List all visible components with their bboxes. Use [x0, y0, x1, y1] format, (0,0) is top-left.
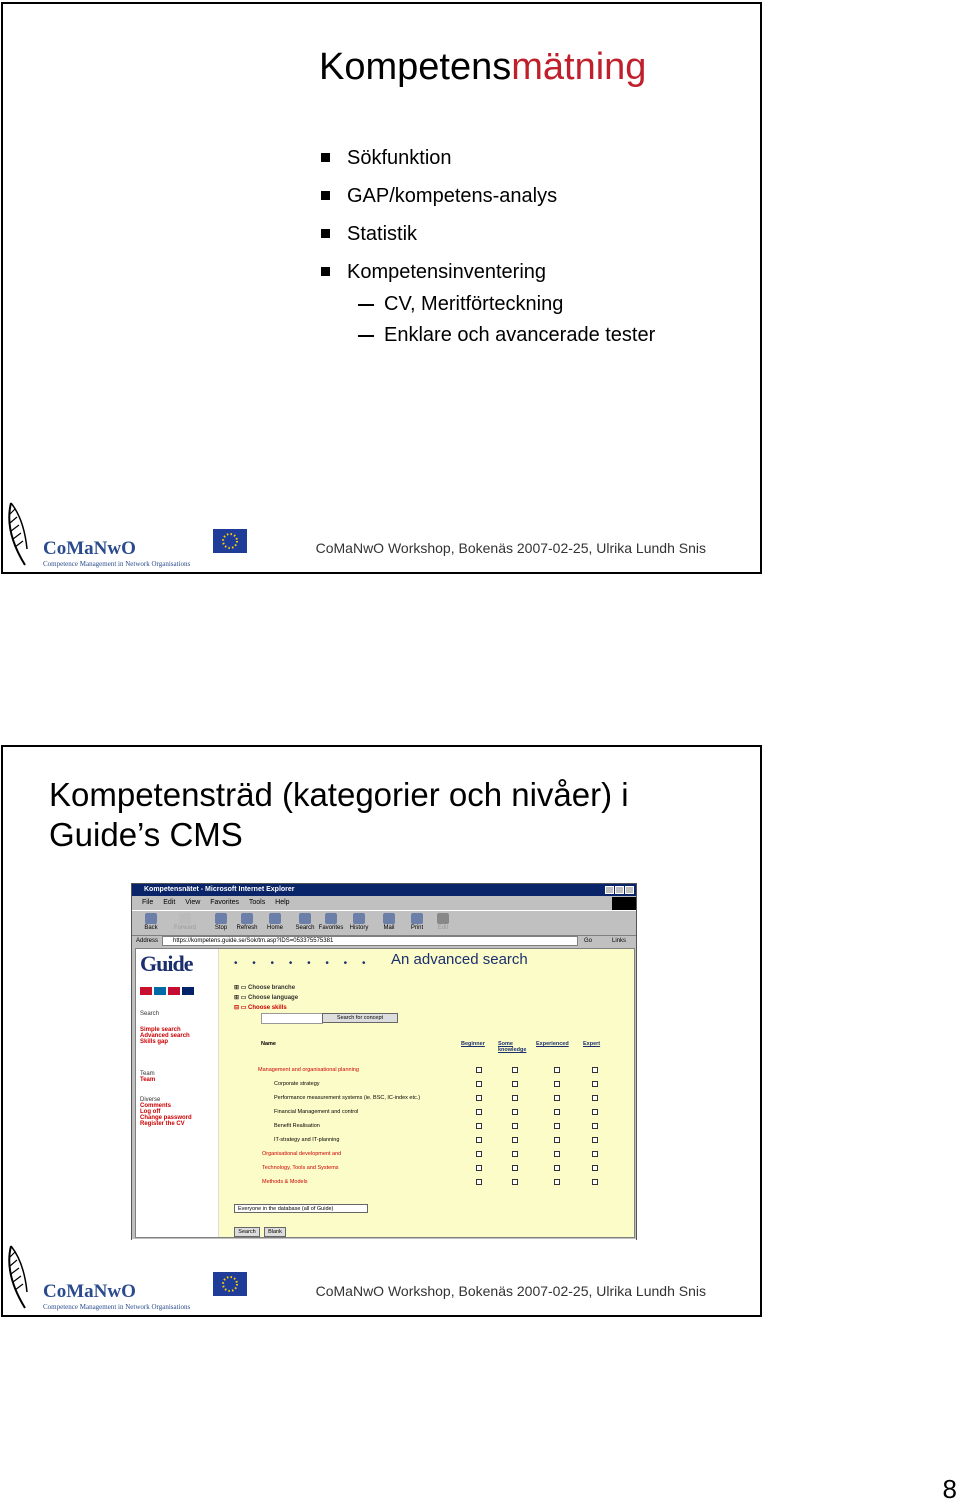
- page-number: 8: [942, 1474, 957, 1504]
- web-page: Guide Search Simple search Advanced search Skills gap Team Team Diverse Comments Log off Change password Register the CV • • • • • • • • An advanced search ⊞ ▭ Choose branche ⊞ ▭ Choose language ⊟ ▭ Choose skills Search for concept Name Beginner Some knowledge Experienced Expert Management and organisational planning Corporate strategy Performance measurement systems (ie. BSC, IC-index etc.) Financial Management and control Benefit Realisation IT-strategy and IT-planning Organisational development and Technology, Tools and Systems Methods & Models Everyone in the database (all of Guide) Search Blank: [135, 948, 635, 1238]
- feather-icon: [5, 1242, 45, 1312]
- mail-button[interactable]: Mail: [376, 913, 402, 931]
- logo-name: CoMaNwO: [43, 1281, 136, 1302]
- slide-2-title: Kompetensträd (kategorier och nivåer) i Guide’s CMS: [49, 776, 629, 853]
- decorative-dots: • • • • • • • •: [234, 958, 372, 969]
- level-experienced-header: Experienced: [536, 1041, 569, 1047]
- sub-bullet-item: CV, Meritförteckning: [358, 292, 563, 316]
- menu-edit[interactable]: Edit: [163, 899, 176, 906]
- advanced-search-heading: An advanced search: [391, 951, 528, 968]
- advanced-search-link[interactable]: Advanced search: [140, 1033, 190, 1039]
- menu-favorites[interactable]: Favorites: [210, 899, 240, 906]
- ie-logo-icon: [612, 897, 636, 910]
- home-button[interactable]: Home: [262, 913, 288, 931]
- footer-text: CoMaNwO Workshop, Bokenäs 2007-02-25, Ulrika Lundh Snis: [315, 540, 706, 556]
- comanwo-logo: [3, 497, 253, 572]
- name-column-header: Name: [261, 1041, 276, 1047]
- simple-search-link[interactable]: Simple search: [140, 1027, 181, 1033]
- address-bar: [132, 935, 636, 947]
- blank-button[interactable]: Blank: [264, 1227, 286, 1237]
- scope-select[interactable]: Everyone in the database (all of Guide): [234, 1204, 368, 1213]
- back-button[interactable]: Back: [138, 913, 164, 931]
- eu-flag-icon: [213, 529, 247, 553]
- stop-button[interactable]: Stop: [208, 913, 234, 931]
- level-some-knowledge-header: Some knowledge: [498, 1041, 527, 1053]
- favorites-button[interactable]: Favorites: [318, 913, 344, 931]
- bullet-item: GAP/kompetens-analys: [321, 184, 557, 222]
- forward-button[interactable]: Forward: [172, 913, 198, 931]
- concept-search-input[interactable]: [261, 1013, 323, 1024]
- menu-bar: [132, 897, 636, 909]
- sub-bullet-item: Enklare och avancerade tester: [358, 323, 655, 347]
- language-flags: [140, 987, 196, 997]
- level-beginner-header: Beginner: [461, 1041, 485, 1047]
- feather-icon: [5, 499, 45, 569]
- edit-button[interactable]: Edit: [430, 913, 456, 931]
- norway-flag-icon[interactable]: [140, 987, 152, 995]
- search-concept-button[interactable]: Search for concept: [322, 1013, 398, 1023]
- window-titlebar: Kompetensnätet - Microsoft Internet Explorer: [132, 884, 636, 896]
- go-button[interactable]: Go: [584, 938, 593, 944]
- menu-tools[interactable]: Tools: [248, 899, 266, 906]
- close-icon[interactable]: [625, 886, 634, 894]
- slide-footer: [3, 1240, 760, 1315]
- guide-logo: Guide: [140, 951, 193, 976]
- address-input[interactable]: https://kompetens.guide.se/Sok/tm.asp?IDS=053375575381: [162, 936, 578, 946]
- sweden-flag-icon[interactable]: [154, 987, 166, 995]
- search-button[interactable]: Search: [292, 913, 318, 931]
- maximize-icon[interactable]: [615, 886, 624, 894]
- nav-team-section: Team Team: [140, 1071, 156, 1083]
- bullet-item: Sökfunktion: [321, 146, 557, 184]
- slide-1: [1, 2, 762, 574]
- comments-link[interactable]: Comments: [140, 1103, 172, 1109]
- slide-2: [1, 745, 762, 1317]
- choose-language[interactable]: ⊞ ▭ Choose language: [234, 995, 299, 1001]
- eu-flag-icon: [213, 1272, 247, 1296]
- bullet-list: [321, 146, 557, 298]
- menu-help[interactable]: Help: [275, 899, 290, 906]
- history-button[interactable]: History: [346, 913, 372, 931]
- denmark-flag-icon[interactable]: [168, 987, 180, 995]
- uk-flag-icon[interactable]: [182, 987, 194, 995]
- menu-file[interactable]: File: [142, 899, 154, 906]
- choose-tree: [234, 983, 298, 1013]
- choose-skills[interactable]: ⊟ ▭ Choose skills: [234, 1005, 287, 1011]
- slide-1-title: Kompetensmätning: [319, 46, 647, 88]
- logo-name: CoMaNwO: [43, 538, 136, 559]
- level-expert-header: Expert: [583, 1041, 601, 1047]
- refresh-button[interactable]: Refresh: [234, 913, 260, 931]
- guide-sidebar: [136, 949, 219, 1237]
- menu-view[interactable]: View: [185, 899, 201, 906]
- bullet-item: Statistik: [321, 222, 557, 260]
- footer-text: CoMaNwO Workshop, Bokenäs 2007-02-25, Ulrika Lundh Snis: [315, 1283, 706, 1299]
- comanwo-logo: [3, 1240, 253, 1315]
- slide-footer: [3, 497, 760, 572]
- address-label: Address: [136, 938, 159, 944]
- bullet-item: Kompetensinventering: [321, 260, 557, 298]
- search-submit-button[interactable]: Search: [234, 1227, 260, 1237]
- print-button[interactable]: Print: [404, 913, 430, 931]
- choose-branche[interactable]: ⊞ ▭ Choose branche: [234, 985, 296, 991]
- skills-gap-link[interactable]: Skills gap: [140, 1039, 169, 1045]
- nav-diverse-section: Diverse Comments Log off Change password Register the CV: [140, 1097, 192, 1127]
- register-cv-link[interactable]: Register the CV: [140, 1121, 185, 1127]
- log-off-link[interactable]: Log off: [140, 1109, 161, 1115]
- nav-search-section: Search Simple search Advanced search Skills gap: [140, 1011, 190, 1045]
- links-button[interactable]: Links: [612, 938, 627, 944]
- browser-toolbar: [132, 910, 636, 936]
- browser-screenshot: [131, 883, 637, 1255]
- logo-subtitle: Competence Management in Network Organisations: [43, 1303, 191, 1311]
- minimize-icon[interactable]: [605, 886, 614, 894]
- team-link[interactable]: Team: [140, 1077, 156, 1083]
- change-password-link[interactable]: Change password: [140, 1115, 192, 1121]
- logo-subtitle: Competence Management in Network Organisations: [43, 560, 191, 568]
